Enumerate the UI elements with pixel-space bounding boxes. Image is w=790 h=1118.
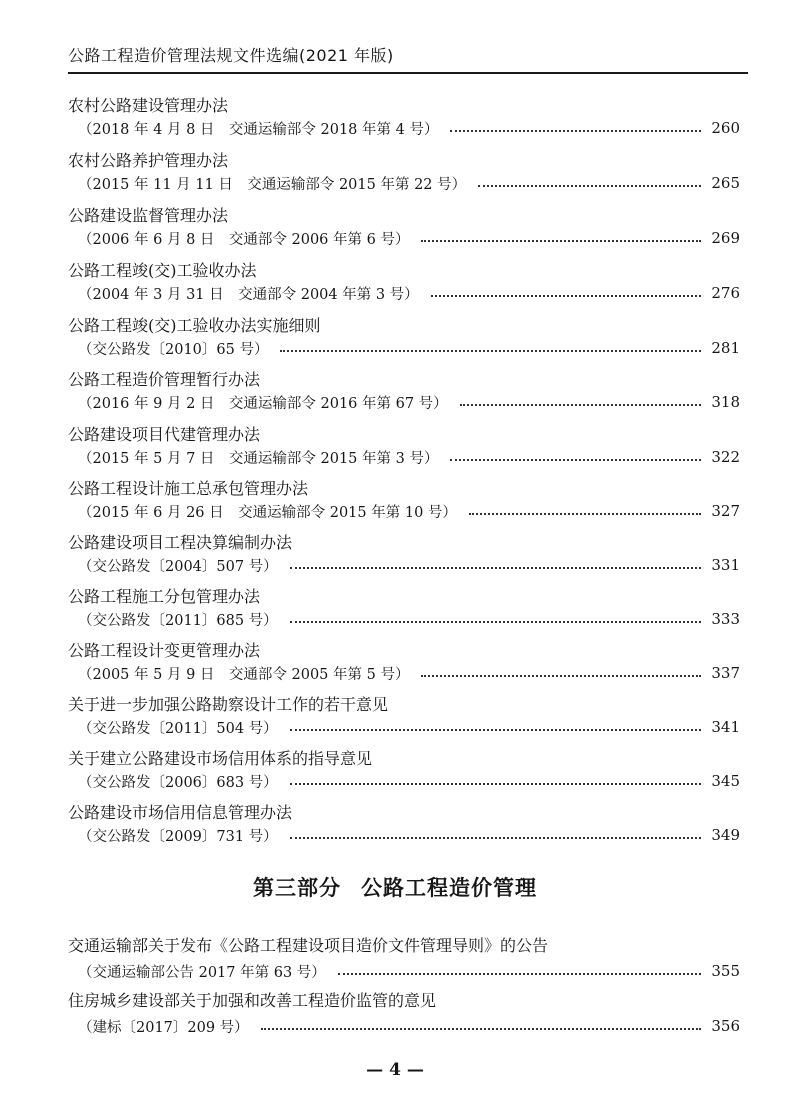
entry-source: （2016 年 9 月 2 日 交通运输部令 2016 年第 67 号） [78,395,448,412]
dot-leader [290,729,702,731]
toc-entry-title[interactable]: 公路建设市场信用信息管理办法 [68,803,293,822]
entry-source: （2004 年 3 月 31 日 交通部令 2004 年第 3 号） [78,286,419,303]
toc-entry-title[interactable]: 农村公路养护管理办法 [68,151,229,170]
dot-leader [421,675,701,677]
dot-leader [460,404,702,406]
entry-page-number[interactable]: 322 [711,448,740,466]
section-name: 公路工程造价管理 [361,876,537,900]
toc-entry-source [78,172,740,194]
dot-leader [450,130,701,132]
entry-page-number[interactable]: 276 [711,284,740,302]
entry-source: （交公路发〔2011〕504 号） [78,720,278,737]
toc-entry-source [78,446,740,468]
toc-entry-title[interactable]: 公路建设项目代建管理办法 [68,425,261,444]
toc-entry-source [78,337,740,359]
dot-leader [290,837,702,839]
book-title: 公路工程造价管理法规文件选编(2021 年版) [68,46,394,65]
entry-source: （建标〔2017〕209 号） [78,1019,249,1036]
toc-entry-title[interactable]: 公路工程设计施工总承包管理办法 [68,479,309,498]
dot-leader [338,973,702,975]
entry-source: （2015 年 6 月 26 日 交通运输部令 2015 年第 10 号） [78,504,457,521]
section-heading [0,872,790,902]
toc-entry-title[interactable]: 住房城乡建设部关于加强和改善工程造价监管的意见 [68,991,437,1010]
toc-entry-title[interactable]: 公路工程施工分包管理办法 [68,587,261,606]
entry-page-number[interactable]: 356 [711,1017,740,1035]
toc-entry-source [78,608,740,630]
entry-source: （2006 年 6 月 8 日 交通部令 2006 年第 6 号） [78,231,410,248]
dot-leader [290,783,702,785]
entry-source: （交公路发〔2010〕65 号） [78,341,269,358]
entry-page-number[interactable]: 349 [711,826,740,844]
entry-source: （交公路发〔2004〕507 号） [78,558,278,575]
page-number: — 4 — [366,1060,424,1080]
toc-entry-source [78,391,740,413]
toc-entry-title[interactable]: 关于进一步加强公路勘察设计工作的若干意见 [68,695,389,714]
entry-source: （2015 年 11 月 11 日 交通运输部令 2015 年第 22 号） [78,176,467,193]
dot-leader [469,513,701,515]
entry-source: （2018 年 4 月 8 日 交通运输部令 2018 年第 4 号） [78,121,439,138]
entry-page-number[interactable]: 260 [711,119,740,137]
toc-entry-title[interactable]: 关于建立公路建设市场信用体系的指导意见 [68,749,373,768]
entry-page-number[interactable]: 327 [711,502,740,520]
toc-entry-title[interactable]: 公路工程造价管理暂行办法 [68,370,261,389]
entry-page-number[interactable]: 337 [711,664,740,682]
dot-leader [450,459,701,461]
entry-page-number[interactable]: 333 [711,610,740,628]
entry-page-number[interactable]: 341 [711,718,740,736]
entry-page-number[interactable]: 269 [711,229,740,247]
toc-entry-source [78,554,740,576]
toc-entry-title[interactable]: 农村公路建设管理办法 [68,96,229,115]
toc-entry-title[interactable]: 公路工程竣(交)工验收办法 [68,261,257,280]
toc-entry-title[interactable]: 公路工程竣(交)工验收办法实施细则 [68,316,321,335]
toc-entry-source [78,960,740,982]
entry-page-number[interactable]: 318 [711,393,740,411]
toc-entry-source [78,716,740,738]
toc-entry-source [78,824,740,846]
toc-entry-title[interactable]: 公路工程设计变更管理办法 [68,641,261,660]
toc-entry-source [78,227,740,249]
entry-source: （2005 年 5 月 9 日 交通部令 2005 年第 5 号） [78,666,410,683]
toc-entry-source [78,662,740,684]
entry-source: （交公路发〔2011〕685 号） [78,612,278,629]
dot-leader [290,621,702,623]
entry-page-number[interactable]: 281 [711,339,740,357]
entry-page-number[interactable]: 265 [711,174,740,192]
dot-leader [421,240,701,242]
dot-leader [290,567,702,569]
toc-entry-source [78,117,740,139]
entry-page-number[interactable]: 345 [711,772,740,790]
dot-leader [431,295,702,297]
toc-entry-source [78,282,740,304]
toc-entry-source [78,1015,740,1037]
entry-page-number[interactable]: 331 [711,556,740,574]
entry-source: （交公路发〔2009〕731 号） [78,828,278,845]
toc-entry-source [78,500,740,522]
dot-leader [280,350,701,352]
toc-entry-title[interactable]: 交通运输部关于发布《公路工程建设项目造价文件管理导则》的公告 [68,936,549,955]
section-part: 第三部分 [253,876,341,900]
toc-entry-title[interactable]: 公路建设项目工程决算编制办法 [68,533,293,552]
entry-source: （2015 年 5 月 7 日 交通运输部令 2015 年第 3 号） [78,450,439,467]
entry-page-number[interactable]: 355 [711,962,740,980]
entry-source: （交通运输部公告 2017 年第 63 号） [78,964,326,981]
toc-entry-title[interactable]: 公路建设监督管理办法 [68,206,229,225]
dot-leader [478,185,701,187]
toc-entry-source [78,770,740,792]
entry-source: （交公路发〔2006〕683 号） [78,774,278,791]
dot-leader [261,1028,702,1030]
